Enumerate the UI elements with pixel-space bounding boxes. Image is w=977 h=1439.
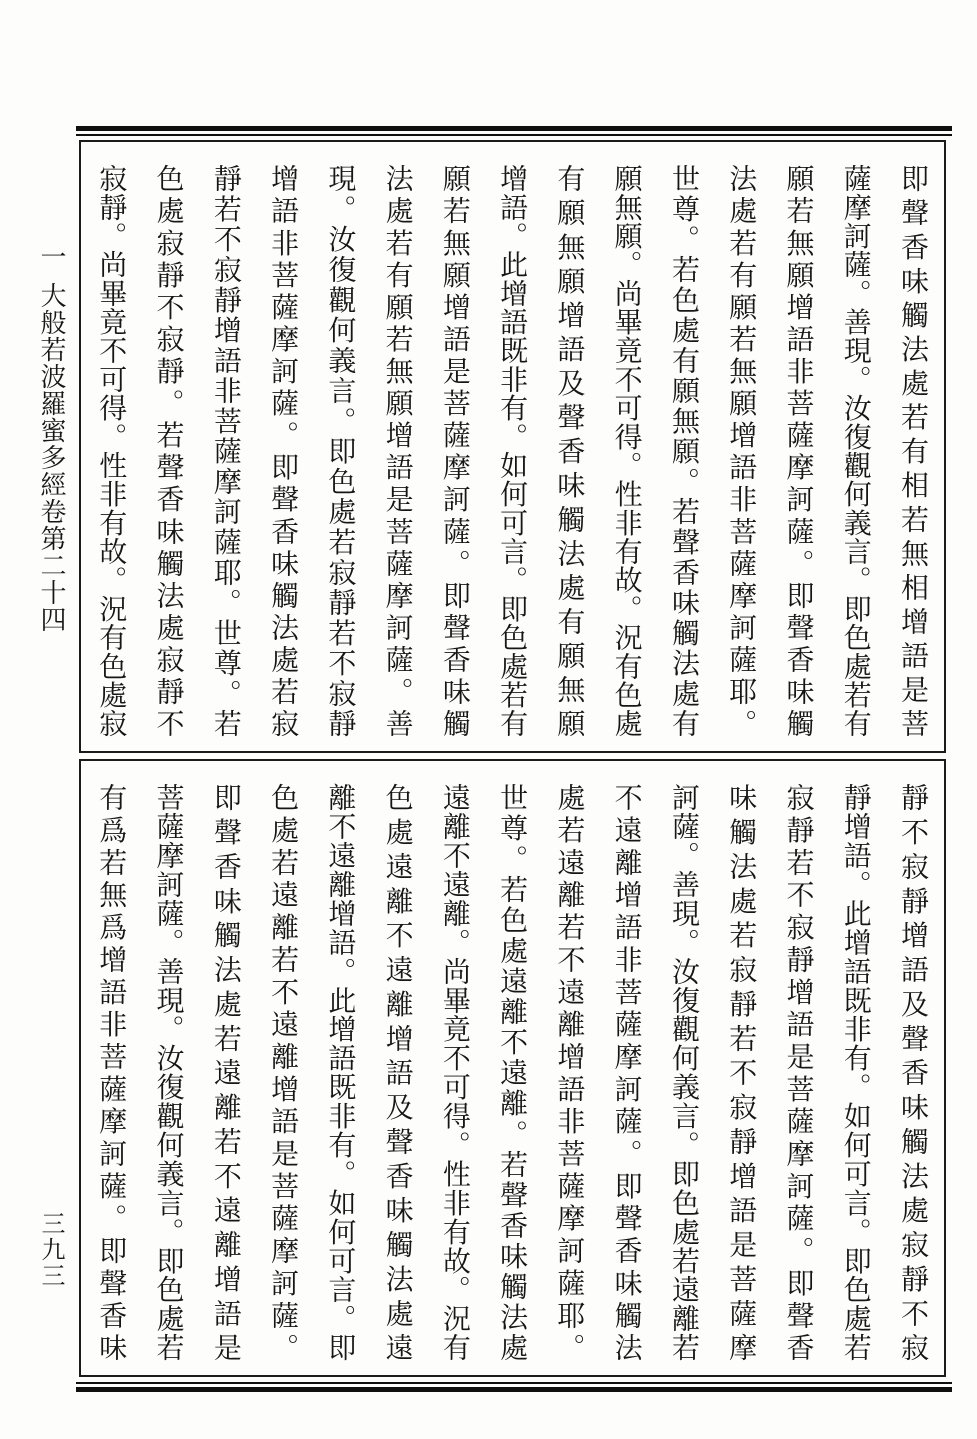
volume-part-number: 一 [36,243,66,270]
text-column: 法處若有願若無願增語是菩薩摩訶薩。善 [381,164,415,737]
top-rule [76,126,952,136]
text-column: 靜若不寂靜增語非菩薩摩訶薩耶。世尊。若 [209,164,243,737]
text-column: 色處遠離不遠離增語及聲香味觸法處遠 [381,783,415,1361]
text-column: 靜增語。此增語既非有。如何可言。即色處若 [839,783,873,1361]
text-column: 靜不寂靜增語及聲香味觸法處寂靜不寂 [897,783,930,1361]
text-column: 世尊。若色處有願無願。若聲香味觸法處有 [667,164,701,737]
text-column: 色處若遠離若不遠離增語是菩薩摩訶薩。 [267,783,301,1361]
text-column: 菩薩摩訶薩。善現。汝復觀何義言。即色處若 [152,783,186,1361]
text-column: 願無願。尚畢竟不可得。性非有故。況有色處 [610,164,644,737]
text-column: 色處寂靜不寂靜。若聲香味觸法處寂靜不 [152,164,186,737]
text-column: 寂靜若不寂靜增語是菩薩摩訶薩。即聲香 [782,783,816,1361]
page-number: 三九三 [37,1211,65,1289]
text-column: 法處若有願若無願增語非菩薩摩訶薩耶。 [725,164,759,737]
text-column: 現。汝復觀何義言。即色處若寂靜若不寂靜 [324,164,358,737]
upper-text-block [79,140,946,753]
text-column: 即聲香味觸法處若遠離若不遠離增語是 [209,783,243,1361]
text-column: 處若遠離若不遠離增語非菩薩摩訶薩耶。 [553,783,587,1361]
text-column: 寂靜。尚畢竟不可得。性非有故。況有色處寂 [95,164,129,737]
bottom-rule-thick-line [76,1387,952,1392]
upper-text-columns [83,164,942,737]
text-column: 遠離不遠離。尚畢竟不可得。性非有故。況有 [438,783,472,1361]
sutra-title: 大般若波羅蜜多經卷第二十四 [36,282,66,633]
text-column: 有願無願增語及聲香味觸法處有願無願 [553,164,587,737]
text-column: 願若無願增語非菩薩摩訶薩。即聲香味觸 [782,164,816,737]
top-rule-thin-line [76,134,952,136]
text-column: 訶薩。善現。汝復觀何義言。即色處若遠離若 [667,783,701,1361]
text-column: 薩摩訶薩。善現。汝復觀何義言。即色處若有 [839,164,873,737]
bottom-rule [76,1382,952,1392]
text-column: 有爲若無爲增語非菩薩摩訶薩。即聲香味 [95,783,129,1361]
text-column: 不遠離增語非菩薩摩訶薩。即聲香味觸法 [610,783,644,1361]
lower-text-block [79,759,946,1377]
volume-margin-label [36,243,66,633]
lower-text-columns [83,783,942,1361]
text-column: 世尊。若色處遠離不遠離。若聲香味觸法處 [496,783,530,1361]
text-column: 即聲香味觸法處若有相若無相增語是菩 [897,164,930,737]
text-column: 願若無願增語是菩薩摩訶薩。即聲香味觸 [438,164,472,737]
text-column: 味觸法處若寂靜若不寂靜增語是菩薩摩 [725,783,759,1361]
text-column: 離不遠離增語。此增語既非有。如何可言。即 [324,783,358,1361]
text-column: 增語非菩薩摩訶薩。即聲香味觸法處若寂 [267,164,301,737]
text-column: 增語。此增語既非有。如何可言。即色處若有 [496,164,530,737]
